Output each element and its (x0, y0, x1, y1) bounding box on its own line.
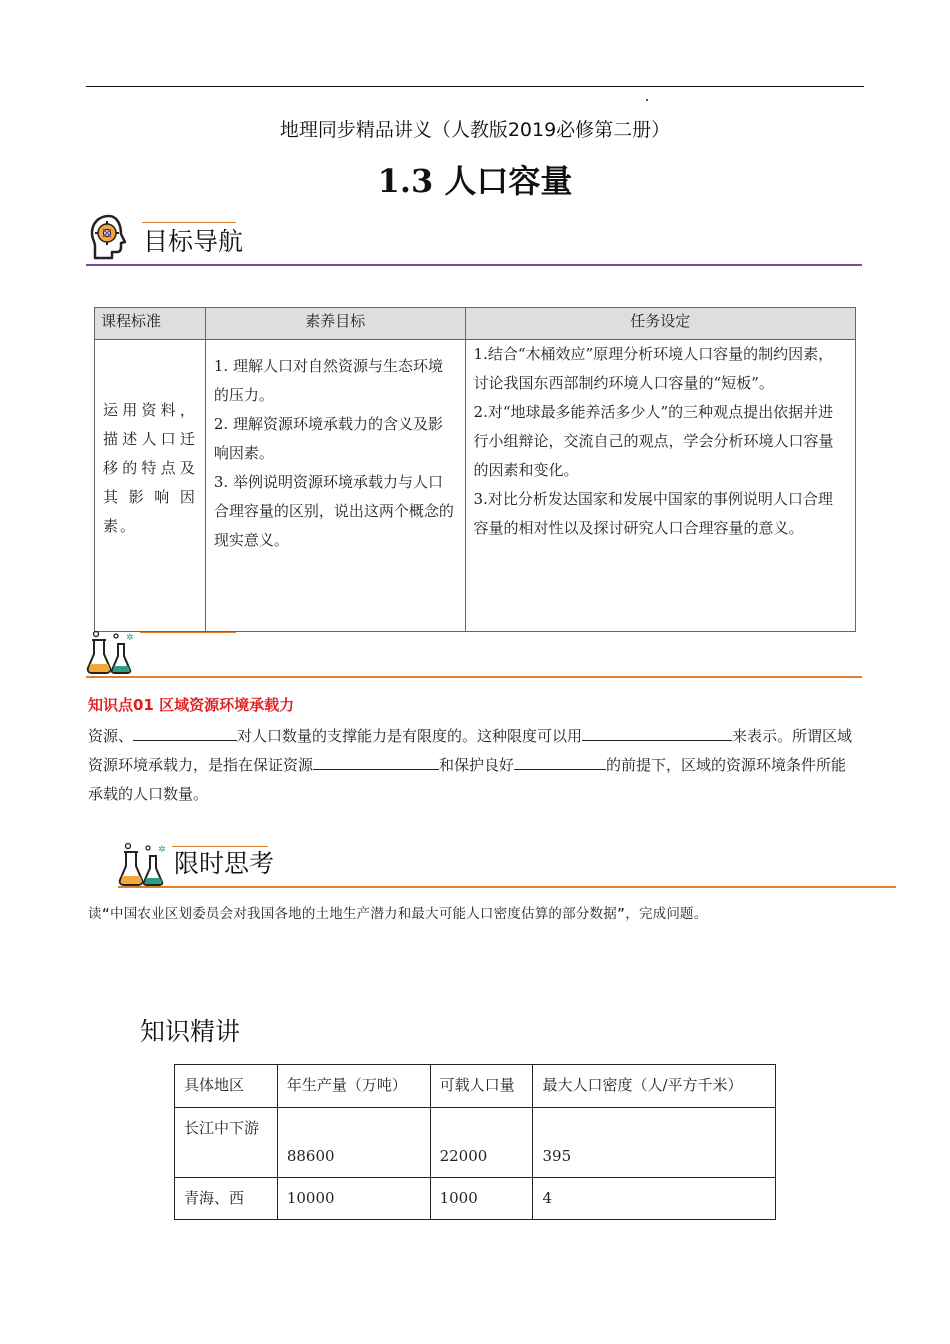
fill-blank[interactable] (133, 723, 237, 741)
svg-text:✲: ✲ (158, 845, 166, 855)
thinking-rule (118, 886, 896, 888)
table-cell: 1000 (430, 1178, 533, 1220)
table-cell: 88600 (277, 1108, 430, 1178)
table-cell: 10000 (277, 1178, 430, 1220)
header-standard: 课程标准 (95, 308, 206, 340)
svg-text:✲: ✲ (126, 633, 134, 643)
para-text: 对人口数量的支撑能力是有限度的。这种限度可以用 (237, 727, 583, 745)
flask-icon (86, 630, 138, 676)
table-row (175, 1178, 776, 1220)
tasks-cell (465, 340, 855, 632)
knowledge-paragraph (88, 722, 860, 809)
goal-item: 1. 理解人口对自然资源与生态环境的压力。 (213, 357, 443, 404)
table-row (175, 1108, 776, 1178)
page-subtitle: 地理同步精品讲义（人教版2019必修第二册） (279, 119, 671, 141)
fill-blank[interactable] (582, 723, 732, 741)
page-title: 1.3 人口容量 (377, 162, 573, 200)
thinking-section-title: 限时思考 (174, 849, 275, 878)
table-header-row (95, 308, 856, 340)
standard-cell: 运用资料，描述人口迁移的特点及其影响因素。 (95, 340, 206, 632)
table-cell: 395 (533, 1108, 776, 1178)
table-header-cell: 最大人口密度（人/平方千米） (533, 1065, 776, 1108)
table-row (95, 340, 856, 632)
knowledge-rule (86, 676, 862, 678)
objectives-table (94, 307, 856, 632)
flask-icon (118, 842, 170, 888)
table-header-cell: 年生产量（万吨） (277, 1065, 430, 1108)
task-item: 1.结合“木桶效应”原理分析环境人口容量的制约因素，讨论我国东西部制约环境人口容量的“短板”。 (473, 345, 834, 392)
para-text: 资源、 (88, 727, 134, 745)
table-header-cell: 具体地区 (175, 1065, 278, 1108)
task-item: 2.对“地球最多能养活多少人”的三种观点提出依据并进行小组辩论，交流自己的观点，学会分析环境人口容量的因素和变化。 (473, 403, 834, 479)
decorative-dot (646, 99, 648, 101)
top-rule (86, 86, 864, 87)
para-text: 的前提下，区域的资源环境条件所能承载的人口数量。 (88, 756, 847, 803)
objectives-rule (86, 264, 862, 266)
goal-item: 3. 举例说明资源环境承载力与人口合理容量的区别，说出这两个概念的现实意义。 (213, 473, 454, 549)
task-item: 3.对比分析发达国家和发展中国家的事例说明人口合理容量的相对性以及探讨研究人口合理容量的意义。 (473, 490, 833, 537)
reading-instruction: 读“中国农业区划委员会对我国各地的土地生产潜力和最大可能人口密度估算的部分数据”，完成问题。 (88, 906, 708, 922)
table-cell: 22000 (430, 1108, 533, 1178)
para-text: 和保护良好 (439, 756, 515, 774)
knowledge-point-title: 知识点01 区域资源环境承载力 (88, 696, 295, 714)
header-tasks: 任务设定 (465, 308, 855, 340)
table-cell: 青海、西 (175, 1178, 278, 1220)
fill-blank[interactable] (514, 752, 606, 770)
table-cell: 4 (533, 1178, 776, 1220)
para-text: 来表示。所谓区域资源环境承载力，是指在保证资源 (88, 727, 853, 774)
section-accent (140, 632, 236, 633)
table-header-row (175, 1065, 776, 1108)
goals-cell (205, 340, 465, 632)
table-cell: 长江中下游 (175, 1108, 278, 1178)
header-goals: 素养目标 (205, 308, 465, 340)
objectives-section-title: 目标导航 (143, 227, 244, 256)
table-header-cell: 可载人口量 (430, 1065, 533, 1108)
fill-blank[interactable] (313, 752, 439, 770)
data-table (174, 1064, 776, 1220)
brain-gear-icon (86, 212, 132, 262)
goal-item: 2. 理解资源环境承载力的含义及影响因素。 (213, 415, 443, 462)
knowledge-section-title: 知识精讲 (140, 1017, 241, 1046)
